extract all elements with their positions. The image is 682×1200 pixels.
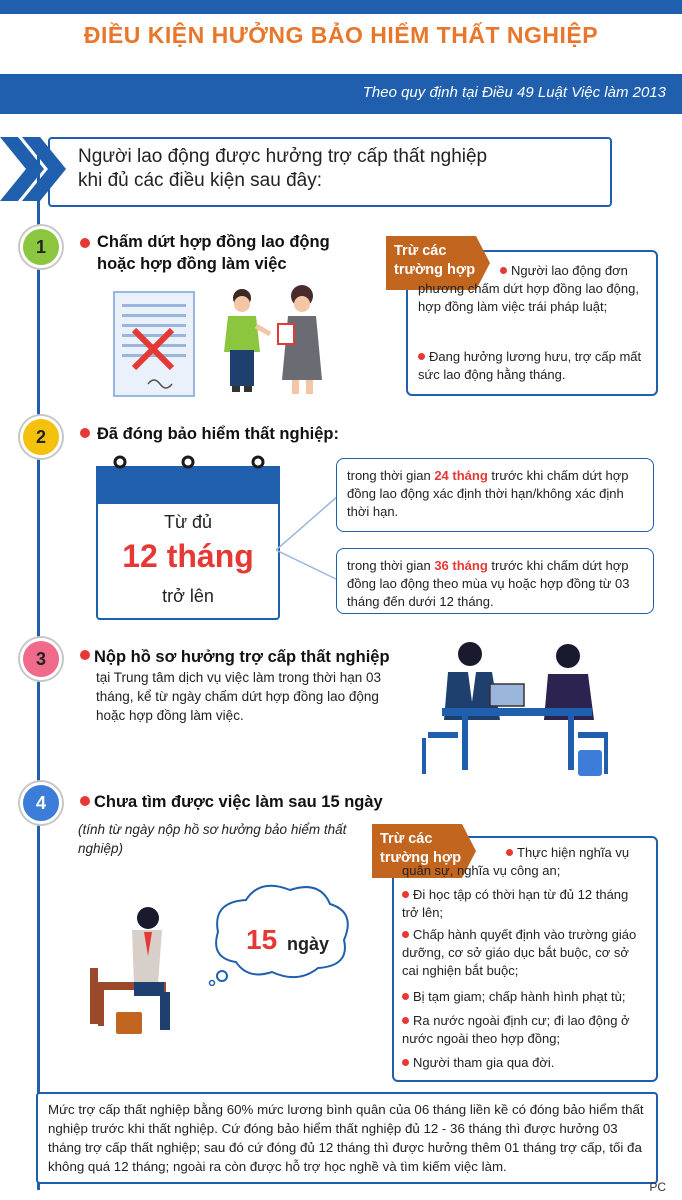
step-4-exception-3: Chấp hành quyết định vào trường giáo dưỡng, cơ sở giáo dục bắt buộc, cơ sở cai nghiện bắt buộc; — [402, 927, 637, 978]
step-4-number: 4 — [20, 782, 62, 824]
unemployed-man-illustration — [76, 904, 206, 1042]
step-1-bullet — [80, 238, 90, 248]
page-subtitle: Theo quy định tại Điều 49 Luật Việc làm 2013 — [362, 84, 666, 101]
intro-line-1: Người lao động được hưởng trợ cấp thất nghiệp — [78, 146, 488, 167]
step-2-option-b: trong thời gian 36 tháng trước khi chấm dứt hợp đồng lao động theo mùa vụ hoặc hợp đồng từ 03 tháng đến dưới 12 tháng. — [336, 548, 654, 614]
bubble-number: 15 — [246, 924, 278, 955]
step-1-exception-2: Đang hưởng lương hưu, trợ cấp mất sức lao động hằng tháng. — [418, 349, 642, 382]
step-4-exception-2: Đi học tập có thời hạn từ đủ 12 tháng trở lên; — [402, 887, 629, 920]
chevron-icon — [0, 133, 80, 205]
thought-bubble-icon — [206, 882, 356, 986]
step-4-exceptions-tag-line-2: trường hợp — [380, 850, 462, 866]
summary-text: Mức trợ cấp thất nghiệp bằng 60% mức lương bình quân của 06 tháng liền kề có đóng bảo hiểm thất nghiệp trước khi thất nghiệp. Cứ đóng bảo hiểm thất nghiệp đủ 12 - 36 tháng thì được hưởng 03 tháng trợ cấp thất nghiệp; sau đó cứ đóng đủ 12 tháng thì được hưởng thêm 01 tháng trợ cấp, tối đa không quá 12 tháng; ngoài ra còn được hỗ trợ học nghề và tìm kiếm việc làm. — [48, 1102, 644, 1174]
connector-lines — [276, 480, 340, 620]
step-2-number: 2 — [20, 416, 62, 458]
two-women-illustration — [214, 280, 334, 410]
step-3-heading: Nộp hồ sơ hưởng trợ cấp thất nghiệp — [94, 648, 390, 666]
credit: PC — [649, 1180, 666, 1194]
step-4-note: (tính từ ngày nộp hồ sơ hưởng bảo hiểm thất nghiệp) — [78, 822, 347, 856]
step-1-heading-line-1: Chấm dứt hợp đồng lao động — [97, 233, 330, 251]
contract-document-icon — [112, 290, 196, 398]
step-2-heading: Đã đóng bảo hiểm thất nghiệp: — [97, 425, 339, 443]
calendar-bottom-text: trở lên — [162, 586, 214, 606]
step-1-exceptions-tag-line-1: Trừ các — [394, 243, 447, 259]
step-1-number: 1 — [20, 226, 62, 268]
step-2-option-a: trong thời gian 24 tháng trước khi chấm dứt hợp đồng lao động xác định thời hạn/không xác định thời hạn. — [336, 458, 654, 532]
step-4-exception-5: Ra nước ngoài định cư; đi lao động ở nước ngoài theo hợp đồng; — [402, 1013, 630, 1046]
step-2-bullet — [80, 428, 90, 438]
bubble-unit: ngày — [287, 934, 330, 954]
step-3-bullet — [80, 650, 90, 660]
meeting-illustration — [418, 636, 614, 782]
calendar-top-text: Từ đủ — [163, 512, 213, 532]
page-title: ĐIỀU KIỆN HƯỞNG BẢO HIỂM THẤT NGHIỆP — [83, 22, 599, 48]
calendar-big-text: 12 tháng — [122, 538, 254, 574]
step-4-exception-6: Người tham gia qua đời. — [402, 1054, 646, 1072]
step-4-heading: Chưa tìm được việc làm sau 15 ngày — [94, 793, 383, 811]
intro-line-2: khi đủ các điều kiện sau đây: — [78, 170, 322, 191]
top-bar — [0, 0, 682, 14]
calendar-rings-icon — [110, 452, 270, 478]
step-3-text: tại Trung tâm dịch vụ việc làm trong thời hạn 03 tháng, kể từ ngày chấm dứt hợp đồng lao động hoặc hợp đồng làm việc. — [96, 670, 381, 723]
step-4-exception-1: Thực hiện nghĩa vụ quân sự, nghĩa vụ công an; — [402, 845, 630, 878]
step-1-heading-line-2: hoặc hợp đồng làm việc — [97, 255, 287, 273]
step-1-exceptions-tag-line-2: trường hợp — [394, 262, 476, 278]
step-1-exception-1: Người lao động đơn phương chấm dứt hợp đồng lao động, hợp đồng làm việc trái pháp luật; — [418, 263, 639, 314]
step-4-bullet — [80, 796, 90, 806]
step-1-heading — [97, 231, 357, 275]
step-4-exception-4: Bị tạm giam; chấp hành hình phạt tù; — [402, 988, 646, 1006]
step-3-number: 3 — [20, 638, 62, 680]
step-4-exceptions-tag-line-1: Trừ các — [380, 831, 433, 847]
intro-text — [78, 145, 578, 193]
